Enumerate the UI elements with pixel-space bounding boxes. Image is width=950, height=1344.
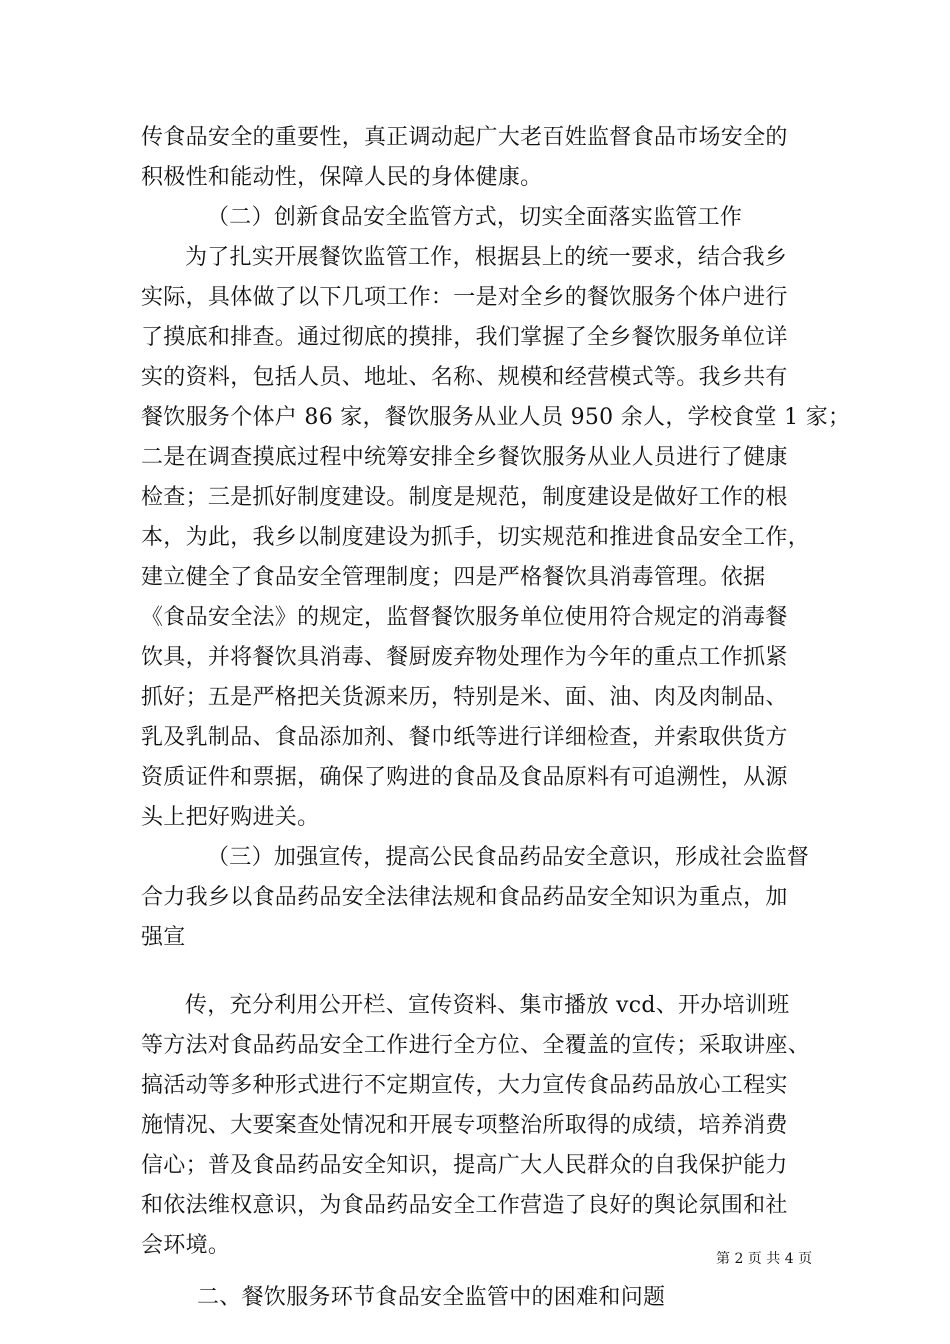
- text-line: 强宣: [141, 925, 186, 950]
- text-line: 搞活动等多种形式进行不定期宣传，大力宣传食品药品放心工程实: [141, 1073, 788, 1098]
- text-line: 合力我乡以食品药品安全法律法规和食品药品安全知识为重点，加: [141, 885, 788, 910]
- document-body: [141, 118, 851, 1318]
- text-line: 为了扎实开展餐饮监管工作，根据县上的统一要求，结合我乡: [185, 245, 788, 270]
- text-line: 抓好；五是严格把关货源来历，特别是米、面、油、肉及肉制品、: [141, 685, 788, 710]
- text-line: 了摸底和排查。通过彻底的摸排，我们掌握了全乡餐饮服务单位详: [141, 325, 788, 350]
- text-line: 二是在调查摸底过程中统筹安排全乡餐饮服务从业人员进行了健康: [141, 445, 788, 470]
- text-line: 乳及乳制品、食品添加剂、餐巾纸等进行详细检查，并索取供货方: [141, 725, 788, 750]
- text-line: 建立健全了食品安全管理制度；四是严格餐饮具消毒管理。依据: [141, 565, 766, 590]
- page-number: 第 2 页 共 4 页: [716, 1251, 813, 1267]
- text-line: 头上把好购进关。: [141, 805, 320, 830]
- text-line: 传食品安全的重要性，真正调动起广大老百姓监督食品市场安全的: [141, 125, 788, 150]
- text-line: 施情况、大要案查处情况和开展专项整治所取得的成绩，培养消费: [141, 1113, 788, 1138]
- text-line: 本，为此，我乡以制度建设为抓手，切实规范和推进食品安全工作，: [141, 525, 811, 550]
- section-heading-2: （二）创新食品安全监管方式，切实全面落实监管工作: [207, 205, 743, 230]
- text-line: 和依法维权意识，为食品药品安全工作营造了良好的舆论氛围和社: [141, 1193, 788, 1218]
- text-line: 等方法对食品药品安全工作进行全方位、全覆盖的宣传；采取讲座、: [141, 1033, 811, 1058]
- text-line: 传，充分利用公开栏、宣传资料、集市播放 vcd、开办培训班: [185, 993, 790, 1018]
- text-line: 资质证件和票据，确保了购进的食品及食品原料有可追溯性，从源: [141, 765, 788, 790]
- text-line: 《食品安全法》的规定，监督餐饮服务单位使用符合规定的消毒餐: [141, 605, 788, 630]
- section-heading-3: （三）加强宣传，提高公民食品药品安全意识，形成社会监督: [207, 845, 810, 870]
- text-line: 检查；三是抓好制度建设。制度是规范，制度建设是做好工作的根: [141, 485, 788, 510]
- text-line: 实际，具体做了以下几项工作：一是对全乡的餐饮服务个体户进行: [141, 285, 788, 310]
- text-line: 饮具，并将餐饮具消毒、餐厨废弃物处理作为今年的重点工作抓紧: [141, 645, 788, 670]
- section-heading-major: 二、餐饮服务环节食品安全监管中的困难和问题: [197, 1285, 666, 1310]
- text-line: 会环境。: [141, 1233, 231, 1258]
- text-line: 积极性和能动性，保障人民的身体健康。: [141, 165, 543, 190]
- text-line: 餐饮服务个体户 86 家，餐饮服务从业人员 950 余人，学校食堂 1 家；: [141, 405, 851, 430]
- text-line: 信心；普及食品药品安全知识，提高广大人民群众的自我保护能力: [141, 1153, 788, 1178]
- text-line: 实的资料，包括人员、地址、名称、规模和经营模式等。我乡共有: [141, 365, 788, 390]
